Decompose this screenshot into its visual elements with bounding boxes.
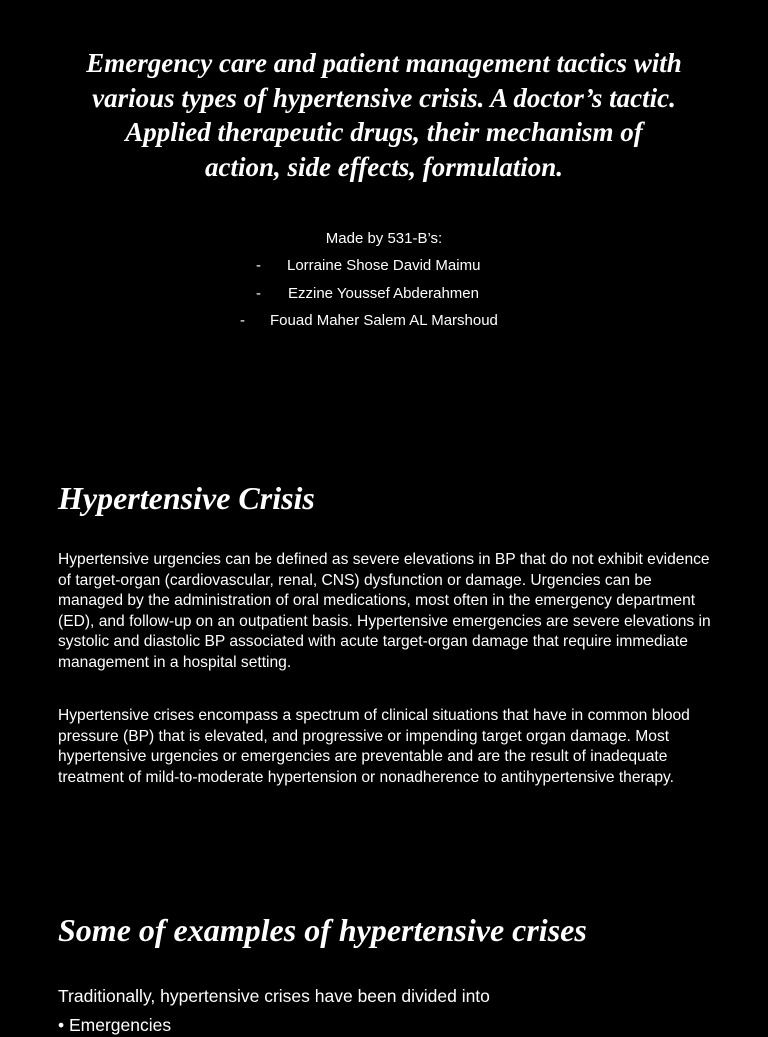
author-item-3 [240,311,498,331]
section-heading-hypertensive-crisis: Hypertensive Crisis [58,480,315,516]
made-by-label: Made by 531-B’s: [325,230,443,247]
dash-marker: - [256,285,261,302]
author-name: Fouad Maher Salem AL Marshoud [270,312,498,329]
section-heading-examples: Some of examples of hypertensive crises [58,912,587,948]
examples-intro-text: Traditionally, hypertensive crises have been divided into [58,986,490,1006]
paragraph-urgencies: Hypertensive urgencies can be defined as severe elevations in BP that do not exhibit evidence of target-organ (cardiovascular, renal, CNS) dysfunction or damage. Urgencies can be managed by the administration of oral medications, most often in the emergency department (ED), and follow-up on an outpatient basis. Hypertensive emergencies are severe elevations in systolic and diastolic BP associated with acute target-organ damage that require immediate management in a hospital setting. [58,551,711,671]
author-name: Lorraine Shose David Maimu [287,257,481,274]
dash-marker: - [256,257,261,274]
paragraph-crises-spectrum: Hypertensive crises encompass a spectrum of clinical situations that have in common blood pressure (BP) that is elevated, and progressive or impending target organ damage. Most hypertensive urgencies or emergencies are preventable and are the result of inadequate treatment of mild-to-moderate hypertension or nonadherence to antihypertensive therapy. [58,707,690,786]
author-item-1 [256,256,480,276]
list-item-emergencies: • Emergencies [58,1015,172,1035]
document-title: Emergency care and patient management tactics with various types of hypertensive crisis. A doctor’s tactic. Applied therapeutic drugs, their mechanism of action, side effects, formulation. [86,48,682,182]
author-item-2 [256,284,479,304]
author-name: Ezzine Youssef Abderahmen [288,285,479,302]
dash-marker: - [240,312,245,329]
